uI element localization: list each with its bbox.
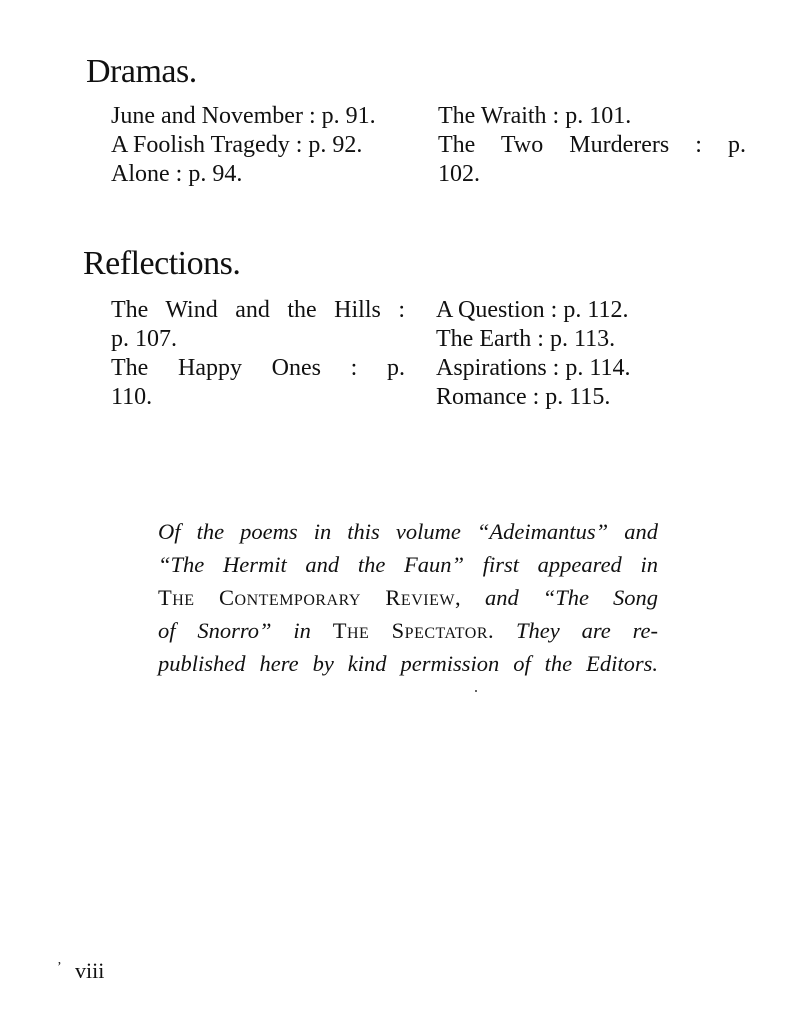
section-heading-dramas: Dramas. [86, 53, 197, 90]
toc-entry: The Two Murderers : p. [438, 132, 746, 158]
page-number: viii [75, 958, 105, 983]
toc-entry: A Foolish Tragedy : p. 92. [111, 132, 363, 158]
toc-entry: The Wraith : p. 101. [438, 103, 632, 129]
reflections-left-column [111, 296, 405, 412]
toc-entry: The Earth : p. 113. [436, 326, 616, 352]
toc-entry: A Question : p. 112. [436, 297, 629, 323]
toc-entry: The Happy Ones : p. [111, 355, 405, 381]
toc-entry: The Wind and the Hills : [111, 297, 405, 323]
journal-name: The Spectator. [332, 618, 495, 643]
dramas-right-column [438, 102, 746, 189]
journal-name: The Contemporary Review, [158, 585, 462, 610]
note-line: “The Hermit and the Faun” first appeared in [158, 552, 658, 577]
toc-entry: p. 107. [111, 326, 177, 352]
reflections-right-column [436, 296, 676, 412]
toc-entry: 110. [111, 384, 153, 410]
note-line [158, 614, 658, 647]
section-heading-reflections: Reflections. [83, 245, 241, 282]
note-text: and “The Song [461, 585, 659, 610]
folio-mark: ʼ [57, 960, 62, 975]
note-text: of Snorro” in [158, 618, 333, 643]
toc-entry: 102. [438, 161, 480, 187]
toc-entry: June and November : p. 91. [111, 103, 376, 129]
acknowledgement-note [158, 515, 658, 680]
note-line: Of the poems in this volume “Adeimantus” and [158, 519, 658, 544]
note-line: published here by kind permission of the Editors. [158, 651, 658, 676]
toc-entry: Aspirations : p. 114. [436, 355, 631, 381]
note-text: They are re- [494, 618, 658, 643]
stray-dot [475, 690, 477, 692]
note-line [158, 581, 658, 614]
toc-entry: Alone : p. 94. [111, 161, 243, 187]
dramas-left-column [111, 102, 411, 189]
toc-entry: Romance : p. 115. [436, 384, 611, 410]
